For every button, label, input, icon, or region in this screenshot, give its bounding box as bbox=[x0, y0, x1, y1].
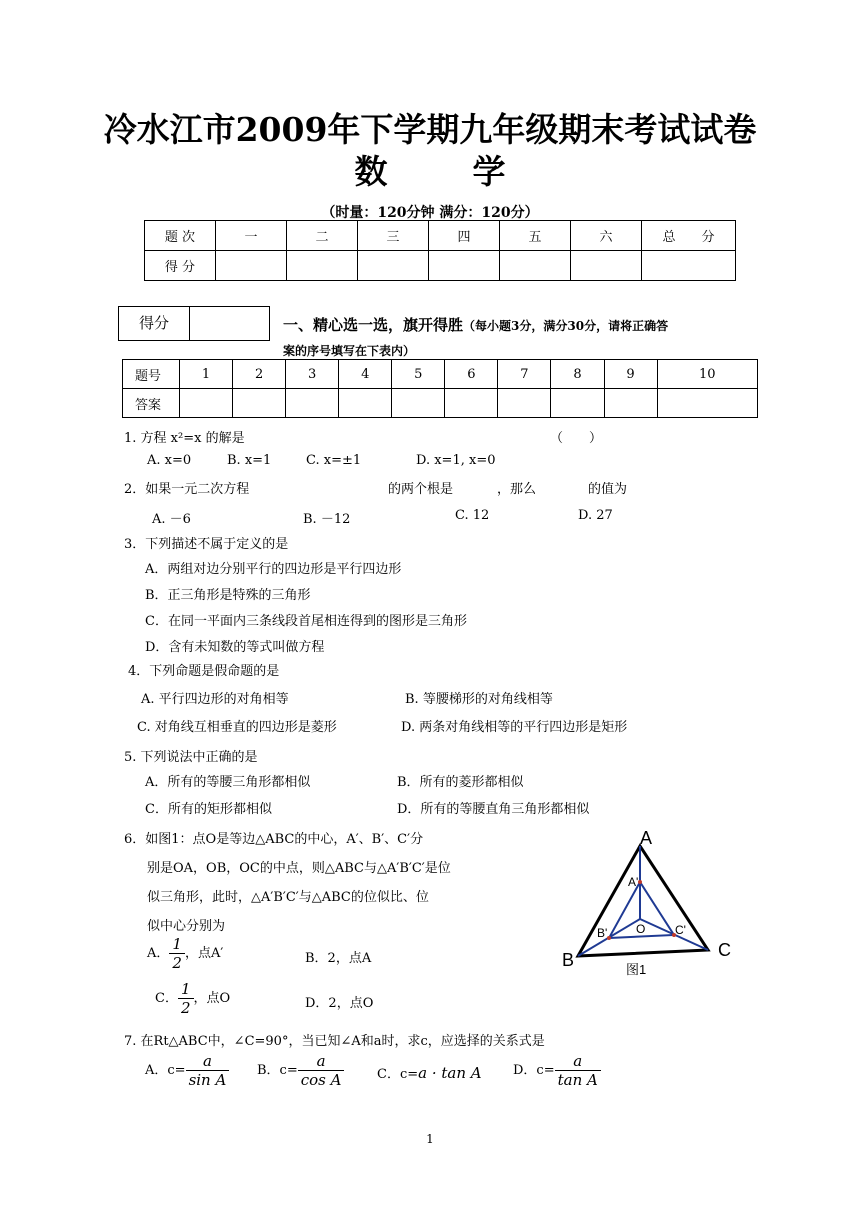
answer-table-label: 答案 bbox=[123, 389, 180, 418]
section-score-label: 得分 bbox=[119, 307, 190, 340]
fraction bbox=[298, 1052, 345, 1089]
q1-option-d: D. x=1, x=0 bbox=[416, 453, 496, 468]
section-score-box bbox=[118, 306, 270, 341]
q4-stem: 4．下列命题是假命题的是 bbox=[128, 664, 280, 679]
page-number: 1 bbox=[426, 1132, 434, 1146]
question-number-cell: 1 bbox=[180, 360, 233, 389]
q2-stem-d: 的值为 bbox=[588, 482, 628, 497]
q6-option-a bbox=[147, 935, 223, 972]
score-row-label: 得 分 bbox=[145, 251, 216, 281]
fraction-denominator: 2 bbox=[178, 998, 194, 1017]
fraction-numerator: a bbox=[202, 1052, 212, 1070]
q7-option-c bbox=[377, 1063, 482, 1082]
score-header-cell: 二 bbox=[287, 221, 358, 251]
q3-option-d: D．含有未知数的等式叫做方程 bbox=[145, 640, 325, 655]
fraction-numerator: a bbox=[573, 1052, 583, 1070]
triangle-figure bbox=[556, 824, 746, 984]
score-cell[interactable] bbox=[216, 251, 287, 281]
score-cell[interactable] bbox=[571, 251, 642, 281]
q6-option-b: B．2，点A bbox=[305, 951, 372, 966]
subject-title bbox=[0, 146, 860, 193]
answer-cell[interactable] bbox=[657, 389, 757, 418]
q6-line-3: 似三角形，此时，△A′B′C′与△ABC的位似比、位 bbox=[147, 890, 429, 905]
q2-option-d: D. 27 bbox=[578, 508, 613, 523]
q1-option-a: A. x=0 bbox=[147, 453, 192, 468]
q7-option-c-expr: a · tan A bbox=[418, 1064, 482, 1082]
figure-caption: 图1 bbox=[626, 962, 647, 977]
label-a: A bbox=[640, 828, 653, 848]
label-b-prime: B' bbox=[597, 926, 608, 940]
answer-table-label: 题号 bbox=[123, 360, 180, 389]
score-cell[interactable] bbox=[287, 251, 358, 281]
section1-title: 一、精心选一选，旗开得胜 bbox=[283, 316, 464, 334]
subject-char-1: 数 bbox=[354, 152, 388, 191]
fraction-numerator: a bbox=[316, 1052, 326, 1070]
score-header-cell: 一 bbox=[216, 221, 287, 251]
q4-option-c: C. 对角线互相垂直的四边形是菱形 bbox=[137, 720, 337, 735]
answer-cell[interactable] bbox=[180, 389, 233, 418]
label-b: B bbox=[562, 950, 575, 970]
q1-option-b: B. x=1 bbox=[227, 453, 272, 468]
score-cell[interactable] bbox=[358, 251, 429, 281]
score-cell[interactable] bbox=[429, 251, 500, 281]
question-number-cell: 6 bbox=[445, 360, 498, 389]
question-number-cell: 8 bbox=[551, 360, 604, 389]
question-number-cell: 4 bbox=[339, 360, 392, 389]
q6-option-a-prefix: A． bbox=[147, 946, 170, 961]
point-dot bbox=[607, 936, 611, 940]
section1-heading bbox=[283, 314, 668, 335]
answer-table bbox=[122, 359, 758, 418]
answer-cell[interactable] bbox=[233, 389, 286, 418]
score-header-cell: 五 bbox=[500, 221, 571, 251]
fraction-denominator: cos A bbox=[298, 1070, 345, 1089]
q3-option-a: A．两组对边分别平行的四边形是平行四边形 bbox=[145, 562, 402, 577]
score-header-cell: 三 bbox=[358, 221, 429, 251]
q6-option-a-suffix: ，点A′ bbox=[184, 946, 224, 961]
q6-line-4: 似中心分别为 bbox=[147, 919, 226, 934]
fraction-numerator: 1 bbox=[180, 980, 191, 998]
q6-option-d: D．2，点O bbox=[305, 996, 374, 1011]
q5-stem: 5. 下列说法中正确的是 bbox=[124, 750, 258, 765]
question-number-cell: 2 bbox=[233, 360, 286, 389]
q2-stem-b: 的两个根是 bbox=[388, 482, 454, 497]
answer-cell[interactable] bbox=[445, 389, 498, 418]
section1-note: （每小题3分，满分30分，请将正确答 bbox=[463, 319, 669, 333]
fraction-denominator: tan A bbox=[555, 1070, 601, 1089]
score-header-cell: 题 次 bbox=[145, 221, 216, 251]
question-number-cell: 5 bbox=[392, 360, 445, 389]
q7-option-c-label: C．c= bbox=[377, 1067, 419, 1082]
q7-option-a-label: A．c= bbox=[145, 1063, 186, 1078]
fraction bbox=[169, 935, 185, 972]
q2-stem-c: ，那么 bbox=[497, 482, 537, 497]
section1-note-line2: 案的序号填写在下表内） bbox=[283, 344, 416, 358]
label-c-prime: C' bbox=[675, 923, 686, 937]
fraction-denominator: sin A bbox=[186, 1070, 230, 1089]
label-c: C bbox=[718, 940, 731, 960]
q7-option-d bbox=[513, 1052, 601, 1089]
question-number-cell: 9 bbox=[604, 360, 657, 389]
q3-option-c: C．在同一平面内三条线段首尾相连得到的图形是三角形 bbox=[145, 614, 467, 629]
answer-cell[interactable] bbox=[339, 389, 392, 418]
q3-stem: 3．下列描述不属于定义的是 bbox=[124, 537, 289, 552]
q5-option-a: A．所有的等腰三角形都相似 bbox=[145, 775, 311, 790]
q5-option-d: D．所有的等腰直角三角形都相似 bbox=[397, 802, 590, 817]
q2-stem-a: 2．如果一元二次方程 bbox=[124, 482, 250, 497]
q6-option-c-prefix: C． bbox=[155, 991, 178, 1006]
time-score-info: （时量：120分钟 满分：120分） bbox=[321, 205, 539, 221]
q1-option-c: C. x=±1 bbox=[306, 453, 362, 468]
q6-option-c-suffix: ，点O bbox=[193, 991, 231, 1006]
label-a-prime: A' bbox=[628, 875, 639, 889]
q2-option-c: C. 12 bbox=[455, 508, 490, 523]
point-dot bbox=[638, 880, 642, 884]
q7-option-a bbox=[145, 1052, 229, 1089]
answer-cell[interactable] bbox=[498, 389, 551, 418]
answer-cell[interactable] bbox=[551, 389, 604, 418]
q5-option-b: B．所有的菱形都相似 bbox=[397, 775, 524, 790]
score-cell[interactable] bbox=[642, 251, 736, 281]
fraction bbox=[555, 1052, 601, 1089]
question-number-cell: 10 bbox=[657, 360, 757, 389]
exam-title: 冷水江市2009年下学期九年级期末考试试卷 bbox=[103, 110, 757, 149]
score-header-cell: 四 bbox=[429, 221, 500, 251]
fraction bbox=[186, 1052, 230, 1089]
fraction bbox=[178, 980, 194, 1017]
score-cell[interactable] bbox=[500, 251, 571, 281]
q6-line-1: 6．如图1：点O是等边△ABC的中心，A′、B′、C′分 bbox=[124, 832, 424, 847]
q6-line-2: 别是OA，OB，OC的中点，则△ABC与△A′B′C′是位 bbox=[147, 861, 451, 876]
score-header-cell: 总 分 bbox=[642, 221, 736, 251]
question-number-cell: 3 bbox=[286, 360, 339, 389]
subject-char-2: 学 bbox=[472, 152, 506, 191]
score-header-cell: 六 bbox=[571, 221, 642, 251]
question-number-cell: 7 bbox=[498, 360, 551, 389]
q1-bracket: （ ） bbox=[550, 431, 603, 446]
q1-stem: 1. 方程 x²=x 的解是 bbox=[124, 431, 245, 446]
answer-cell[interactable] bbox=[604, 389, 657, 418]
q4-option-a: A. 平行四边形的对角相等 bbox=[141, 692, 289, 707]
fraction-numerator: 1 bbox=[172, 935, 182, 953]
q4-option-d: D. 两条对角线相等的平行四边形是矩形 bbox=[401, 720, 628, 735]
answer-cell[interactable] bbox=[392, 389, 445, 418]
q2-option-b: B. －12 bbox=[303, 512, 351, 527]
q6-option-c bbox=[155, 980, 230, 1017]
q7-stem: 7. 在Rt△ABC中，∠C=90°，当已知∠A和a时，求c，应选择的关系式是 bbox=[124, 1034, 545, 1049]
q5-option-c: C．所有的矩形都相似 bbox=[145, 802, 272, 817]
q3-option-b: B．正三角形是特殊的三角形 bbox=[145, 588, 311, 603]
q7-option-b bbox=[257, 1052, 344, 1089]
q4-option-b: B. 等腰梯形的对角线相等 bbox=[405, 692, 553, 707]
answer-cell[interactable] bbox=[286, 389, 339, 418]
q2-option-a: A. －6 bbox=[152, 512, 191, 527]
q7-option-b-label: B．c= bbox=[257, 1063, 298, 1078]
q7-option-d-label: D．c= bbox=[513, 1063, 555, 1078]
label-o: O bbox=[636, 922, 646, 936]
fraction-denominator: 2 bbox=[169, 953, 185, 972]
score-table bbox=[144, 220, 736, 281]
